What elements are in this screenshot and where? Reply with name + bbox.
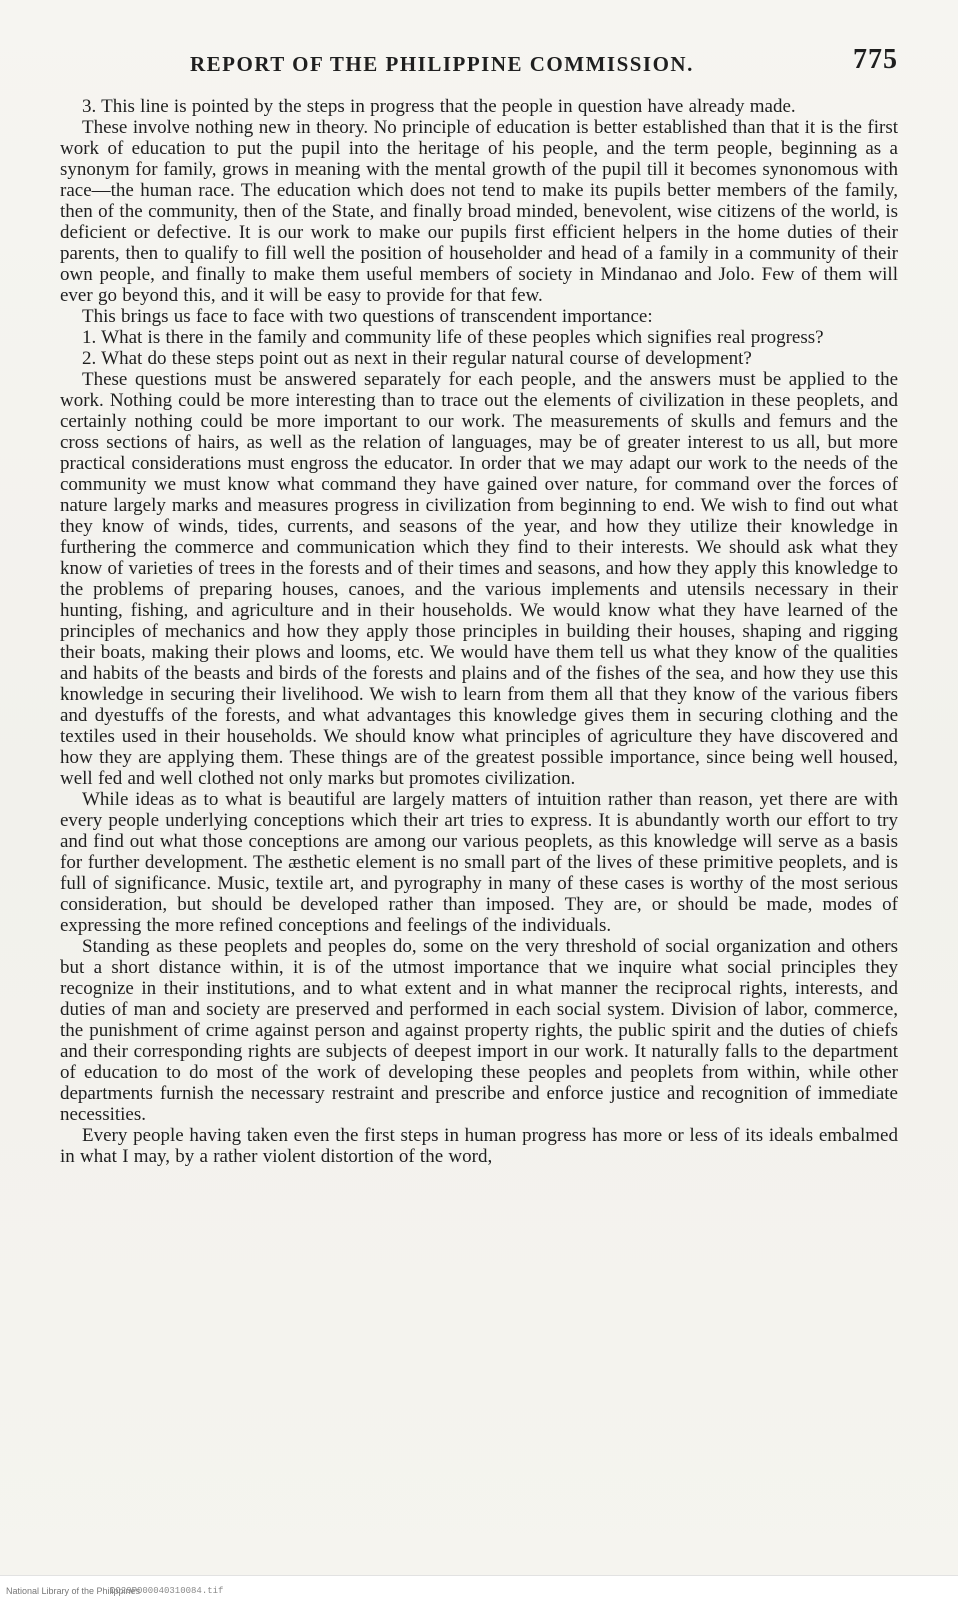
paragraph: These questions must be answered separately for each people, and the answers must be applied to the work. Nothing could be more interesting than to trace out the elements of civilization in these peoplets, and certainly nothing could be more important to our work. The measurements of skulls and femurs and the cross sections of hairs, as well as the relation of languages, may be of greater interest to us all, but more practical considerations must engross the educator. In order that we may adapt our work to the needs of the community we must know what command they have gained over nature, for command over the forces of nature largely marks and measures progress in civilization from beginning to end. We wish to find out what they know of winds, tides, currents, and seasons of the year, and how they utilize their knowledge in furthering the commerce and communication which they find to their interests. We should ask what they know of varieties of trees in the forests and of their times and seasons, and how they apply this knowledge to the problems of preparing houses, canoes, and the various implements and utensils necessary in their hunting, fishing, and agriculture and in their households. We would know what they have learned of the principles of mechanics and how they apply those principles in building their houses, shaping and rigging their boats, making their plows and looms, etc. We would have them tell us what they know of the qualities and habits of the beasts and birds of the forests and plains and of the fishes of the sea, and how they use this knowledge in securing their livelihood. We wish to learn from them all that they know of the various fibers and dyestuffs of the forests, and what advantages this knowledge gives them in securing clothing and the textiles used in their households. We should know what principles of agriculture they have discovered and how they are applying them. These things are of the greatest possible importance, since being well housed, well fed and well clothed not only marks but promotes civilization. [60, 369, 898, 789]
paragraph: While ideas as to what is beautiful are largely matters of intuition rather than reason, yet there are with every people underlying conceptions which their art tries to express. It is abundantly worth our effort to try and find out what those conceptions are among our various peoplets, as this knowledge will serve as a basis for further development. The æsthetic element is no small part of the lives of these primitive peoplets, and is full of significance. Music, textile art, and pyrography in many of these cases is worthy of the most serious consideration, but should be developed rather than imposed. They are, or should be made, modes of expressing the more refined conceptions and feelings of the individuals. [60, 789, 898, 936]
running-title: REPORT OF THE PHILIPPINE COMMISSION. [190, 52, 694, 76]
paragraph: 3. This line is pointed by the steps in progress that the people in question have already made. [82, 96, 796, 117]
question-item: 2. What do these steps point out as next in their regular natural course of development? [82, 348, 752, 369]
footer-institution: National Library of the Philippines [6, 1586, 141, 1596]
page-header [60, 42, 898, 82]
scan-footer [0, 1575, 958, 1604]
body-text [60, 96, 898, 1167]
paragraph: These involve nothing new in theory. No principle of education is better established than that it is the first work of education to put the pupil into the heritage of his people, and the term people, beginning as a synonym for family, grows in meaning with the mental growth of the pupil till it becomes synonomous with race—the human race. The education which does not tend to make its pupils better members of the family, then of the community, then of the State, and finally broad minded, benevolent, wise citizens of the world, is deficient or defective. It is our work to make our pupils first efficient helpers in the home duties of their parents, then to qualify to fill well the position of householder and head of a family in a community of their own people, and finally to make them useful members of society in Mindanao and Jolo. Few of them will ever go beyond this, and it will be easy to provide for that few. [60, 117, 898, 306]
paragraph: Every people having taken even the first steps in human progress has more or less of its ideals embalmed in what I may, by a rather violent distortion of the word, [60, 1125, 898, 1167]
page-number: 775 [853, 44, 898, 75]
footer-identifier: DO29P000040310084.tif [110, 1586, 224, 1596]
paragraph: This brings us face to face with two questions of transcendent importance: [82, 306, 653, 327]
question-item: 1. What is there in the family and community life of these peoples which signifies real progress? [82, 327, 824, 348]
paragraph: Standing as these peoplets and peoples do, some on the very threshold of social organization and others but a short distance within, it is of the utmost importance that we inquire what social principles they recognize in their institutions, and to what extent and in what manner the reciprocal rights, interests, and duties of man and society are preserved and performed in each social system. Division of labor, commerce, the punishment of crime against person and against property rights, the public spirit and the duties of chiefs and their corresponding rights are subjects of deepest import in our work. It naturally falls to the department of education to do most of the work of developing these peoples and peoplets from within, while other departments furnish the necessary restraint and prescribe and enforce justice and recognition of immediate necessities. [60, 936, 898, 1125]
